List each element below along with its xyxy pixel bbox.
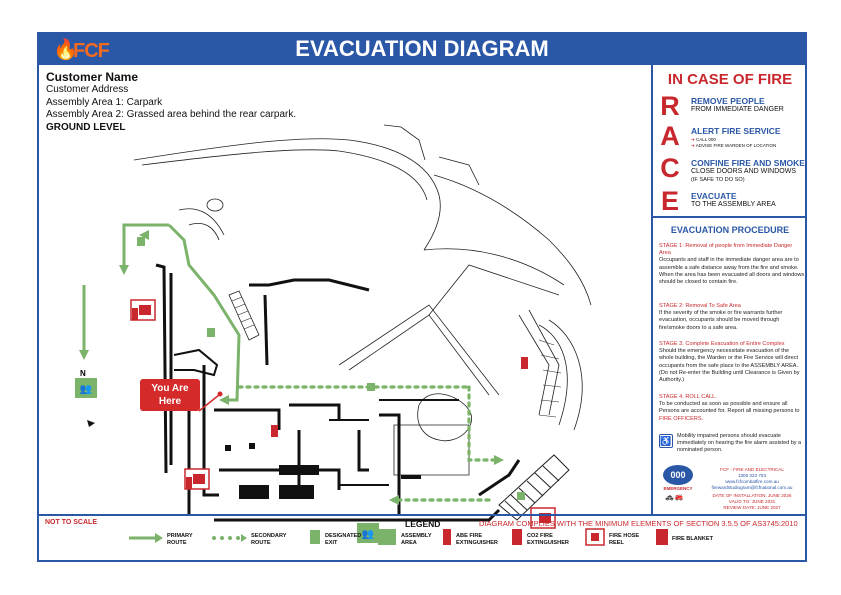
mobility-text: Mobility impaired persons should evacuate immediately on hearing the fire alarm assisted by a nominated person. (677, 433, 802, 453)
logo-text: FCF (73, 40, 109, 62)
race-step-title: ALERT FIRE SERVICE (691, 126, 781, 136)
legend-assembly-area: ASSEMBLY AREA (401, 533, 432, 546)
stage-2: STAGE 2: Removal To Safe Area If the severity of the smoke or fire warrants further evacuation, occupants should be moved through fire/smoke doors to a safe area. (659, 303, 783, 331)
legend-bar (39, 514, 805, 560)
stage-3: STAGE 3. Complete Evacuation of Entire Complex Should the emergency necessitate evacuation of the whole building, the Warden or the Fire Service will direct occupants from the safe place to the ASSEMBLY AREA. (Do not Re-enter the Building until Clearance is Given by Authority.) (659, 341, 800, 384)
assembly-area-1: Assembly Area 1: Carpark (46, 96, 163, 108)
compliance-statement: DIAGRAM COMPLIES WITH THE MINIMUM ELEMENTS OF SECTION 3.5.5 OF AS3745:2010 (479, 519, 798, 528)
title-bar (39, 34, 805, 65)
race-step-tiny-2: ➔ ADVISE FIRE WARDEN OF LOCATION (691, 143, 777, 148)
customer-name: Customer Name (46, 70, 139, 84)
customer-info (46, 70, 366, 134)
evacuation-diagram-frame (37, 32, 807, 562)
race-step-sub: FROM IMMEDIATE DANGER (691, 106, 784, 113)
company-details: FCF - FIRE AND ELECTRICAL 1300 323 753 www.fcfcombatfire.com.au firewardstudiogram@fcfnational.com.au DATE OF INSTALLATION: JUNE 2026 VALID TO: JUNE 2031 REVIEW DATE: JUNE 2027 (711, 467, 793, 510)
procedure-title: EVACUATION PROCEDURE (670, 225, 790, 235)
legend-fire-blanket: FIRE BLANKET (672, 536, 714, 542)
legend-abe-extinguisher: ABE FIRE EXTINGUISHER (456, 533, 498, 546)
flame-icon: 🔥 (53, 39, 78, 61)
customer-address: Customer Address (46, 84, 129, 95)
race-step-sub: CLOSE DOORS AND WINDOWS (IF SAFE TO DO SO) (691, 168, 797, 183)
north-label: N (80, 369, 86, 378)
assembly-area-2: Assembly Area 2: Grassed area behind the rear carpark. (46, 109, 297, 120)
legend-title: LEGEND (405, 519, 441, 529)
evacuation-procedure-panel (651, 218, 805, 514)
race-letter: E (660, 186, 679, 216)
race-step-sub: TO THE ASSEMBLY AREA (691, 201, 776, 208)
diagram-title: EVACUATION DIAGRAM (295, 36, 549, 61)
in-case-of-fire-title: IN CASE OF FIRE (667, 71, 793, 88)
wheelchair-icon: ♿ (660, 436, 672, 446)
stage-4: STAGE 4. ROLL CALL. To be conducted as soon as possible and ensure all Persons are accounted for. Report all missing persons to FIRE OFFICERS. (659, 394, 800, 422)
you-are-here-line1: You Are (151, 383, 189, 394)
legend-designated-exit: DESIGNATED EXIT (325, 533, 362, 546)
emergency-label: EMERGENCY (663, 486, 693, 491)
floor-level: GROUND LEVEL (46, 121, 126, 133)
legend-primary-route: PRIMARY ROUTE (167, 533, 193, 546)
not-to-scale-note: NOT TO SCALE (45, 519, 97, 526)
you-are-here-marker (140, 379, 200, 411)
svg-text:👥: 👥 (79, 384, 93, 395)
race-letter: A (660, 121, 680, 151)
legend-fire-hose-reel: FIRE HOSE REEL (609, 533, 640, 546)
legend-secondary-route: SECONDARY ROUTE (251, 533, 287, 546)
svg-text:👥: 👥 (361, 529, 375, 540)
race-step-title: CONFINE FIRE AND SMOKE (691, 158, 805, 168)
you-are-here-line2: Here (158, 396, 182, 407)
race-letter: R (660, 91, 680, 121)
race-step-title: EVACUATE (691, 191, 737, 201)
race-letter: C (660, 153, 680, 183)
emergency-services-icon: 🚓🚒 (665, 494, 685, 501)
emergency-badge (663, 465, 693, 505)
race-step-tiny-1: ➔ CALL 000 (691, 137, 716, 142)
mobility-notice (659, 432, 805, 460)
legend-co2-extinguisher: CO2 FIRE EXTINGUISHER (527, 533, 569, 546)
in-case-of-fire-panel (651, 65, 805, 218)
race-step-title: REMOVE PEOPLE (691, 96, 765, 106)
emergency-number: 000 (663, 465, 693, 485)
stage-1: STAGE 1: Removal of people from Immediate Danger Area Occupants and staff in the immediate danger area are to assemble a safe distance away from the fire and smoke. When the area has been evacuated all doors and windows should be closed to contain fire. (659, 243, 805, 286)
